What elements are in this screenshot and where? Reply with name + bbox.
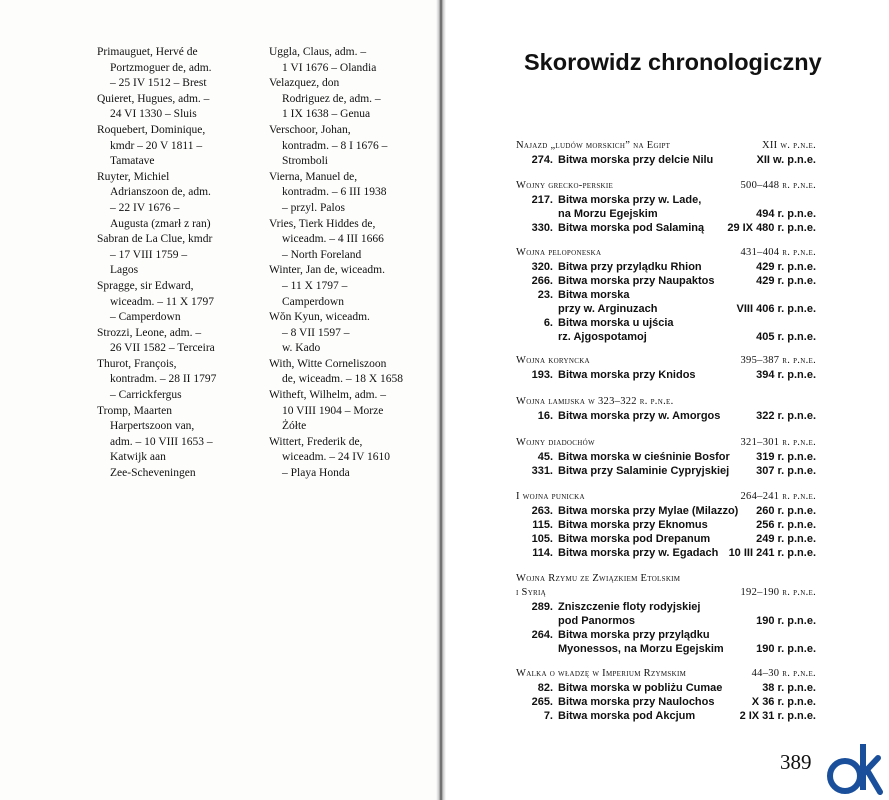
index-entry-line: – 8 VII 1597 –	[282, 326, 350, 339]
index-entry-line: Tromp, Maarten	[97, 404, 172, 417]
index-entry-line: de, wiceadm. – 18 X 1658	[282, 373, 404, 386]
event-name: Bitwa morska przy Naulochos	[558, 696, 715, 708]
event-date: 256 r. p.n.e.	[756, 519, 816, 531]
section-name: Wojny diadochów	[516, 437, 595, 448]
chronology-section	[516, 247, 816, 345]
event-name: Bitwa morska pod Salaminą	[558, 222, 705, 234]
event-name: Myonessos, na Morzu Egejskim	[558, 643, 724, 655]
event-date: 405 r. p.n.e.	[756, 331, 816, 343]
event-number: 114.	[532, 547, 553, 559]
index-entry-line: Primauguet, Hervé de	[97, 46, 198, 58]
index-entry-line: – 25 IV 1512 – Brest	[110, 77, 207, 90]
event-name: przy w. Arginuzach	[558, 303, 658, 315]
section-name: Wojny grecko-perskie	[516, 180, 614, 191]
event-row	[516, 533, 816, 547]
event-number: 274.	[531, 154, 553, 166]
event-number: 23.	[537, 289, 553, 301]
section-range: 395–387 r. p.n.e.	[740, 355, 816, 366]
section-range: 264–241 r. p.n.e.	[740, 491, 816, 502]
index-entry-line: Ruyter, Michiel	[97, 170, 170, 183]
event-date: 29 IX 480 r. p.n.e.	[727, 222, 816, 234]
event-row	[516, 629, 816, 643]
event-row	[516, 303, 816, 317]
event-row	[516, 275, 816, 289]
event-row	[516, 601, 816, 615]
index-entry	[97, 326, 257, 357]
section-header	[516, 437, 816, 451]
event-name: pod Panormos	[558, 615, 636, 627]
chronology-section	[516, 668, 816, 724]
chronology-section	[516, 140, 816, 168]
event-number: 7.	[543, 710, 553, 722]
event-number: 193.	[531, 369, 553, 381]
event-date: 322 r. p.n.e.	[756, 410, 816, 422]
event-row	[516, 615, 816, 629]
event-row	[516, 505, 816, 519]
index-entry	[269, 435, 429, 482]
index-entry-line: wiceadm. – 4 III 1666	[282, 233, 384, 246]
event-number: 289.	[531, 601, 553, 613]
index-entry	[269, 217, 429, 264]
index-entry	[97, 232, 257, 279]
event-row	[516, 154, 816, 168]
index-entry-line: Camperdown	[282, 295, 344, 308]
index-entry-line: Vierna, Manuel de,	[269, 170, 358, 183]
index-entry	[97, 92, 257, 123]
section-name: I wojna punicka	[516, 491, 585, 502]
index-column-1	[97, 45, 257, 482]
index-entry	[97, 279, 257, 326]
event-row	[516, 547, 816, 561]
index-entry-line: Portzmoguer de, adm.	[110, 61, 212, 74]
index-entry-line: Adrianszoon de, adm.	[110, 186, 211, 199]
chronology-section	[516, 573, 816, 657]
index-entry	[97, 357, 257, 404]
index-entry-line: – 11 X 1797 –	[282, 279, 348, 292]
event-name: Bitwa morska u ujścia	[558, 317, 674, 329]
chronology-section	[516, 396, 816, 424]
index-entry-line: 24 VI 1330 – Sluis	[110, 108, 197, 121]
event-row	[516, 289, 816, 303]
index-entry-line: Stromboli	[282, 155, 329, 168]
index-entry-line: Winter, Jan de, wiceadm.	[269, 264, 385, 277]
index-entry-line: Vries, Tierk Hiddes de,	[269, 217, 376, 230]
event-date: 429 r. p.n.e.	[756, 275, 816, 287]
section-range: 321–301 r. p.n.e.	[740, 437, 816, 448]
index-entry-line: adm. – 10 VIII 1653 –	[110, 435, 213, 448]
index-entry-line: 1 IX 1638 – Genua	[282, 108, 371, 121]
section-name: Wojna lamijska w 323–322 r. p.n.e.	[516, 396, 674, 407]
section-header	[516, 573, 816, 587]
chronology-section	[516, 355, 816, 383]
event-date: 10 III 241 r. p.n.e.	[728, 547, 816, 559]
event-number: 105.	[531, 533, 553, 545]
index-entry-line: Lagos	[110, 264, 139, 277]
index-entry-line: Rodriguez de, adm. –	[282, 92, 381, 105]
index-entry-line: 26 VII 1582 – Terceira	[110, 342, 215, 355]
event-date: 190 r. p.n.e.	[756, 615, 816, 627]
index-entry-line: – przyl. Palos	[282, 201, 345, 214]
event-name: Bitwa morska przy Eknomus	[558, 519, 708, 531]
index-entry	[269, 76, 429, 123]
event-number: 266.	[531, 275, 553, 287]
section-header-line2	[516, 587, 816, 601]
event-row	[516, 682, 816, 696]
index-entry-line: Sabran de La Clue, kmdr	[97, 233, 213, 246]
index-entry	[269, 263, 429, 310]
index-entry-line: Tamatave	[110, 155, 155, 168]
event-date: VIII 406 r. p.n.e.	[736, 303, 816, 315]
index-entry	[269, 310, 429, 357]
index-entry	[97, 123, 257, 170]
index-entry-line: Roquebert, Dominique,	[97, 123, 206, 136]
event-name: Bitwa morska przy delcie Nilu	[558, 154, 714, 166]
index-entry-line: Harpertszoon van,	[110, 420, 195, 433]
right-page	[446, 0, 889, 800]
event-date: 249 r. p.n.e.	[756, 533, 816, 545]
section-range: 44–30 r. p.n.e.	[751, 668, 816, 679]
index-entry-line: Quieret, Hugues, adm. –	[97, 92, 210, 105]
index-entry-line: Uggla, Claus, adm. –	[269, 46, 367, 58]
index-entry-line: – 22 IV 1676 –	[110, 201, 180, 214]
event-date: 38 r. p.n.e.	[762, 682, 816, 694]
index-entry-line: – Playa Honda	[282, 467, 350, 480]
section-header	[516, 140, 816, 154]
page-title: Skorowidz chronologiczny	[524, 49, 822, 75]
event-name: Bitwa morska pod Drepanum	[558, 533, 711, 545]
event-row	[516, 194, 816, 208]
section-name: Wojna Rzymu ze Związkiem Etolskim	[516, 573, 681, 584]
event-date: 260 r. p.n.e.	[756, 505, 816, 517]
event-number: 6.	[543, 317, 553, 329]
index-entry	[269, 45, 429, 76]
event-date: 394 r. p.n.e.	[756, 369, 816, 381]
index-entry-line: – Carrickfergus	[110, 389, 182, 402]
event-name: rz. Ajgospotamoj	[558, 331, 647, 343]
event-number: 320.	[531, 261, 553, 273]
section-header	[516, 247, 816, 261]
left-page	[0, 0, 440, 800]
index-entry-line: Thurot, François,	[97, 357, 177, 370]
index-entry-line: Strozzi, Leone, adm. –	[97, 326, 202, 339]
event-date: XII w. p.n.e.	[756, 154, 816, 166]
index-entry	[269, 388, 429, 435]
event-number: 263.	[531, 505, 553, 517]
index-entry-line: wiceadm. – 24 IV 1610	[282, 451, 391, 464]
event-name: Zniszczenie floty rodyjskiej	[558, 601, 701, 613]
event-date: X 36 r. p.n.e.	[751, 696, 816, 708]
index-entry-line: – 17 VIII 1759 –	[110, 248, 188, 261]
index-entry-line: With, Witte Corneliszoon	[269, 357, 387, 370]
section-name-cont: i Syrią	[516, 587, 547, 598]
chronology-section	[516, 180, 816, 236]
event-row	[516, 222, 816, 236]
section-name: Walka o władzę w Imperium Rzymskim	[516, 668, 687, 679]
page-number: 389	[780, 750, 812, 774]
section-header	[516, 355, 816, 369]
index-entry	[269, 170, 429, 217]
event-date: 190 r. p.n.e.	[756, 643, 816, 655]
chronology-section	[516, 437, 816, 479]
index-entry-line: Wŏn Kyun, wiceadm.	[269, 311, 370, 324]
event-row	[516, 208, 816, 222]
index-entry-line: kmdr – 20 V 1811 –	[110, 139, 203, 152]
event-name: Bitwa przy przylądku Rhion	[558, 261, 702, 273]
section-header	[516, 180, 816, 194]
event-name: Bitwa morska w pobliżu Cumae	[558, 682, 723, 694]
index-entry-line: Velazquez, don	[269, 77, 340, 90]
event-date: 319 r. p.n.e.	[756, 451, 816, 463]
index-entry-line: w. Kado	[282, 342, 321, 355]
event-row	[516, 369, 816, 383]
index-entry-line: Spragge, sir Edward,	[97, 279, 194, 292]
event-name: Bitwa morska w cieśninie Bosfor	[558, 451, 730, 463]
event-row	[516, 451, 816, 465]
event-date: 494 r. p.n.e.	[756, 208, 816, 220]
section-range: 500–448 r. p.n.e.	[740, 180, 816, 191]
index-entry	[97, 45, 257, 92]
event-row	[516, 643, 816, 657]
event-row	[516, 519, 816, 533]
event-number: 264.	[531, 629, 553, 641]
event-number: 330.	[531, 222, 553, 234]
event-number: 16.	[537, 410, 553, 422]
event-date: 429 r. p.n.e.	[756, 261, 816, 273]
event-number: 331.	[531, 465, 553, 477]
event-name: Bitwa morska	[558, 289, 630, 301]
event-name: Bitwa przy Salaminie Cypryjskiej	[558, 465, 730, 477]
index-entry-line: Wittert, Frederik de,	[269, 435, 363, 448]
event-name: Bitwa morska przy w. Lade,	[558, 194, 702, 206]
index-entry-line: wiceadm. – 11 X 1797	[110, 295, 215, 308]
index-entry	[97, 170, 257, 232]
index-column-2	[269, 45, 429, 482]
index-entry-line: 10 VIII 1904 – Morze	[282, 404, 384, 417]
index-entry-line: – Camperdown	[110, 311, 181, 324]
event-row	[516, 710, 816, 724]
index-entry-line: kontradm. – 28 II 1797	[110, 373, 217, 386]
event-number: 217.	[531, 194, 553, 206]
event-date: 307 r. p.n.e.	[756, 465, 816, 477]
index-entry-line: kontradm. – 8 I 1676 –	[282, 139, 388, 152]
event-row	[516, 410, 816, 424]
event-name: Bitwa morska przy przylądku	[558, 629, 710, 641]
index-entry-line: Żółte	[282, 420, 307, 433]
section-name: Wojna koryncka	[516, 355, 590, 366]
event-row	[516, 331, 816, 345]
event-row	[516, 465, 816, 479]
event-number: 45.	[537, 451, 553, 463]
section-header	[516, 491, 816, 505]
index-entry-line: – North Foreland	[282, 248, 362, 261]
section-range: 192–190 r. p.n.e.	[740, 587, 816, 598]
event-name: Bitwa morska pod Akcjum	[558, 710, 696, 722]
index-entry-line: Zee-Scheveningen	[110, 467, 196, 480]
section-range: 431–404 r. p.n.e.	[740, 247, 816, 258]
event-row	[516, 261, 816, 275]
section-header	[516, 668, 816, 682]
event-row	[516, 317, 816, 331]
section-name: Najazd „ludów morskich” na Egipt	[516, 140, 671, 151]
book-spine	[436, 0, 446, 800]
index-entry-line: Katwijk aan	[110, 451, 166, 464]
index-entry-line: Augusta (zmarł z ran)	[110, 217, 211, 230]
index-entry-line: Witheft, Wilhelm, adm. –	[269, 389, 387, 402]
event-number: 82.	[537, 682, 553, 694]
event-name: Bitwa morska przy w. Egadach	[558, 547, 719, 559]
event-name: Bitwa morska przy Mylae (Milazzo)	[558, 505, 739, 517]
section-name: Wojna peloponeska	[516, 247, 602, 258]
index-entry	[97, 404, 257, 482]
index-entry-line: Verschoor, Johan,	[269, 123, 351, 136]
event-number: 115.	[532, 519, 553, 531]
event-date: 2 IX 31 r. p.n.e.	[739, 710, 816, 722]
dk-logo-icon	[823, 740, 883, 796]
event-name: Bitwa morska przy Naupaktos	[558, 275, 715, 287]
chronology-section	[516, 491, 816, 561]
index-entry-line: 1 VI 1676 – Olandia	[282, 61, 377, 74]
index-entry	[269, 123, 429, 170]
event-name: na Morzu Egejskim	[558, 208, 658, 220]
event-name: Bitwa morska przy Knidos	[558, 369, 696, 381]
event-name: Bitwa morska przy w. Amorgos	[558, 410, 721, 422]
event-row	[516, 696, 816, 710]
event-number: 265.	[531, 696, 553, 708]
section-header	[516, 396, 816, 410]
index-entry	[269, 357, 429, 388]
index-entry-line: kontradm. – 6 III 1938	[282, 186, 387, 199]
section-range: XII w. p.n.e.	[761, 140, 816, 151]
